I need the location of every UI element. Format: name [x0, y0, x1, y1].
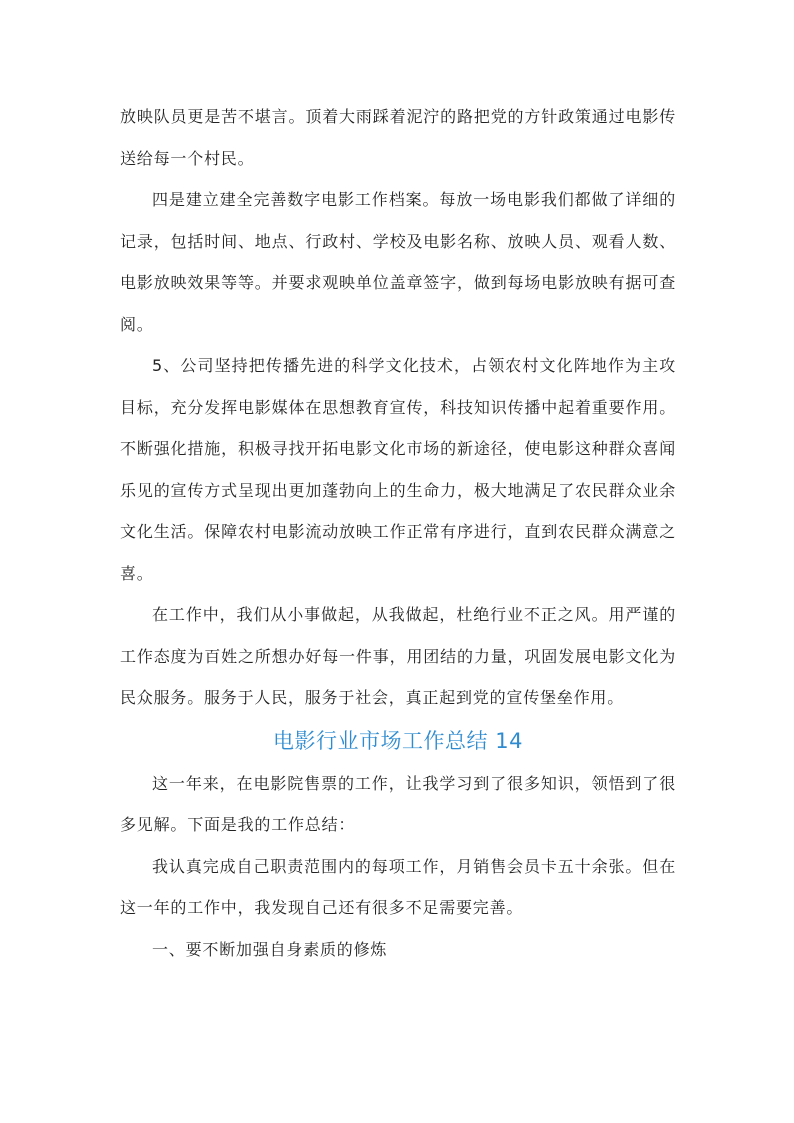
section-heading: 电影行业市场工作总结 14 [273, 728, 523, 753]
document-body [120, 96, 676, 970]
paragraph-continuation: 放映队员更是苦不堪言。顶着大雨踩着泥泞的路把党的方针政策通过电影传送给每一个村民。 [120, 107, 676, 168]
paragraph-company-goal: 5、公司坚持把传播先进的科学文化技术，占领农村文化阵地作为主攻目标，充分发挥电影媒体在思想教育宣传，科技知识传播中起着重要作用。不断强化措施，积极寻找开拓电影文化市场的新途径，使电影这种群众喜闻乐见的宣传方式呈现出更加蓬勃向上的生命力，极大地满足了农民群众业余文化生活。保障农村电影流动放映工作正常有序进行，直到农民群众满意之喜。 [120, 356, 676, 583]
paragraph-point-one: 一、要不断加强自身素质的修炼 [152, 939, 388, 959]
paragraph-achievement: 我认真完成自己职责范围内的每项工作，月销售会员卡五十余张。但在这一年的工作中，我发现自己还有很多不足需要完善。 [120, 856, 676, 917]
paragraph-archive: 四是建立建全完善数字电影工作档案。每放一场电影我们都做了详细的记录，包括时间、地点、行政村、学校及电影名称、放映人员、观看人数、电影放映效果等等。并要求观映单位盖章签字，做到每场电影放映有据可查阅。 [120, 190, 676, 334]
paragraph-work-attitude: 在工作中，我们从小事做起，从我做起，杜绝行业不正之风。用严谨的工作态度为百姓之所想办好每一件事，用团结的力量，巩固发展电影文化为民众服务。服务于人民，服务于社会，真正起到党的宣传堡垒作用。 [120, 605, 676, 707]
paragraph-intro: 这一年来，在电影院售票的工作，让我学习到了很多知识，领悟到了很多见解。下面是我的工作总结： [120, 773, 676, 834]
